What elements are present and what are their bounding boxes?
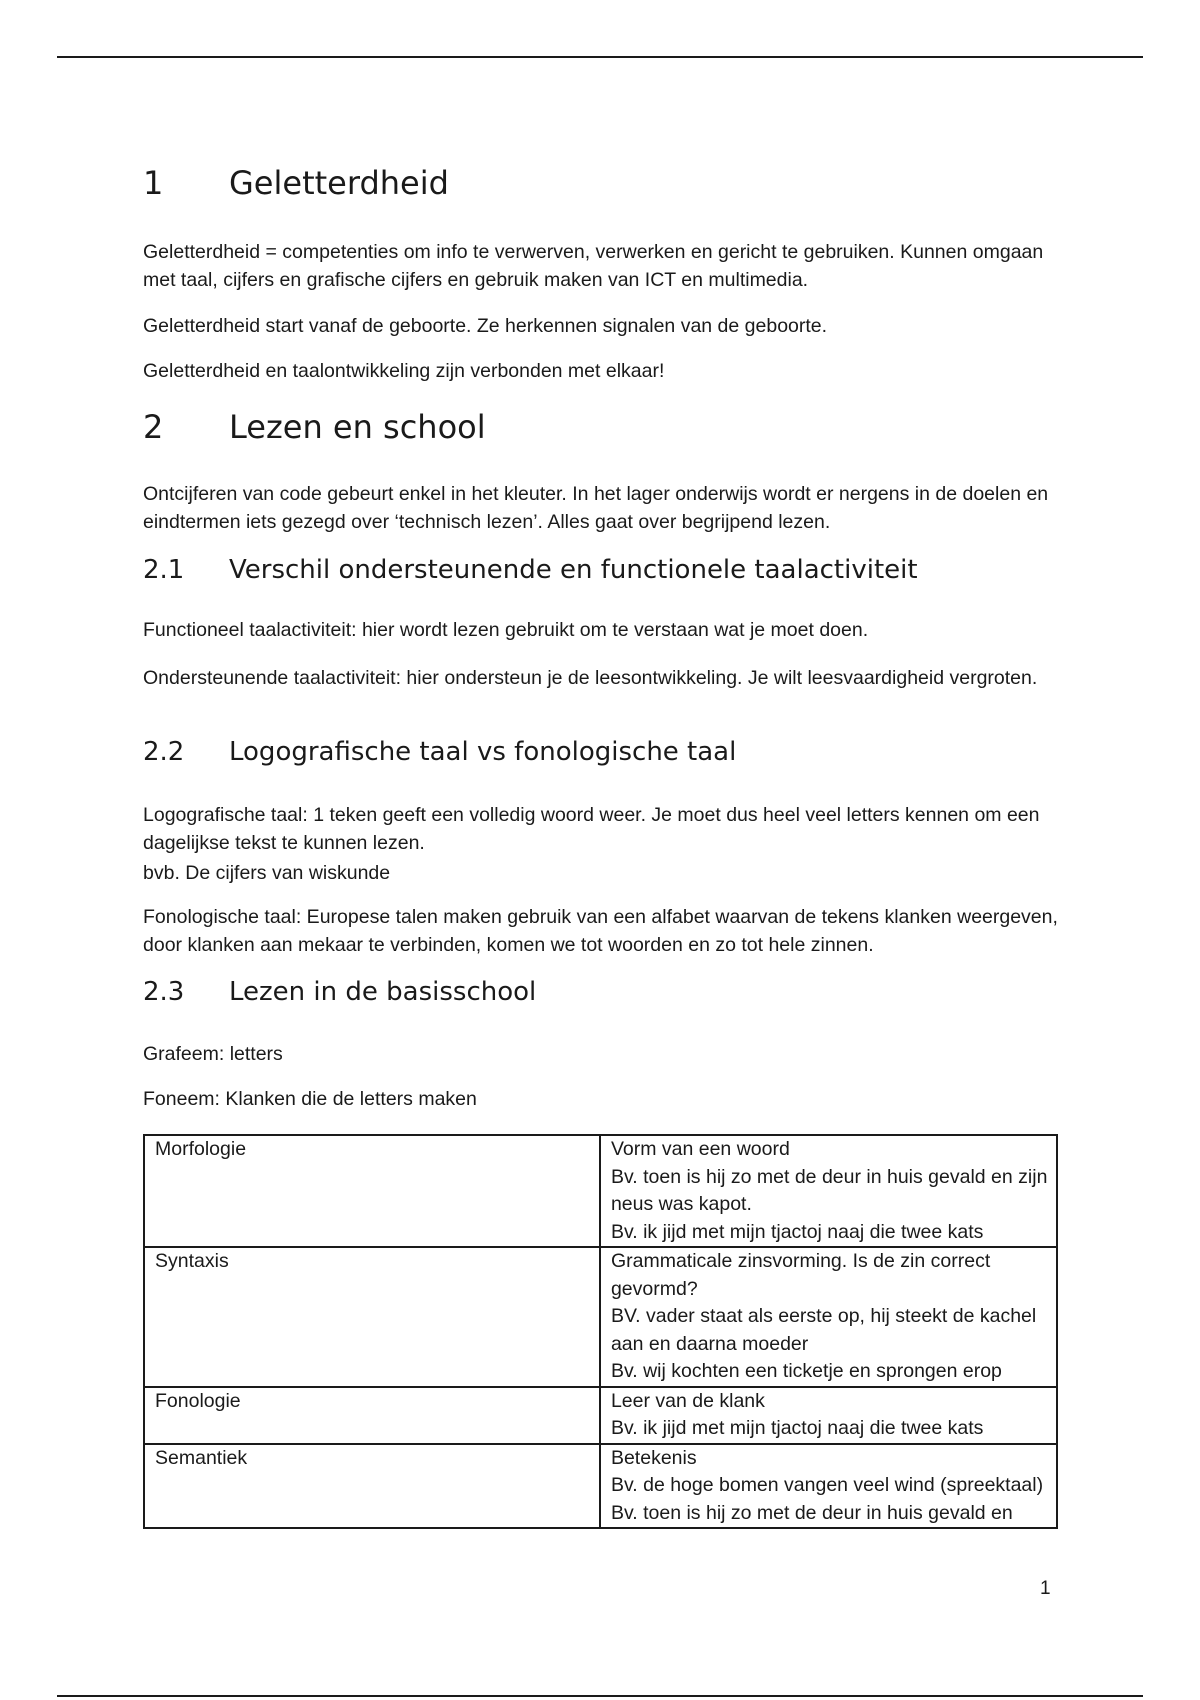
- paragraph: Functioneel taalactiviteit: hier wordt lezen gebruikt om te verstaan wat je moet doen.: [143, 619, 869, 641]
- table-row: [144, 1444, 1057, 1529]
- description-line: Bv. de hoge bomen vangen veel wind (spreektaal): [610, 1474, 1044, 1496]
- paragraph: Ondersteunende taalactiviteit: hier ondersteun je de leesontwikkeling. Je wilt leesvaardigheid vergroten.: [143, 667, 1038, 689]
- table-cell-description: [600, 1444, 1057, 1529]
- footer-rule: [57, 1695, 1143, 1697]
- paragraph: Geletterdheid en taalontwikkeling zijn verbonden met elkaar!: [143, 360, 665, 382]
- description-line: Bv. wij kochten een ticketje en sprongen erop: [610, 1360, 1002, 1382]
- paragraph: Ontcijferen van code gebeurt enkel in het kleuter. In het lager onderwijs wordt er nergens in de doelen en eindtermen iets gezegd over ‘technisch lezen’. Alles gaat over begrijpend lezen.: [143, 483, 1049, 533]
- paragraph: Foneem: Klanken die de letters maken: [143, 1088, 477, 1110]
- paragraph: Logografische taal: 1 teken geeft een volledig woord weer. Je moet dus heel veel letters kennen om een dagelijkse tekst te kunnen lezen.: [143, 804, 1040, 854]
- heading-number: 1: [143, 164, 164, 202]
- heading-title: Lezen in de basisschool: [229, 977, 537, 1007]
- description-line: Bv. ik jijd met mijn tjactoj naaj die twee kats: [610, 1220, 984, 1243]
- table-cell-term: Morfologie: [144, 1135, 600, 1247]
- heading-title: Verschil ondersteunende en functionele taalactiviteit: [229, 555, 918, 585]
- table-row: [144, 1135, 1057, 1247]
- heading-title: Logografische taal vs fonologische taal: [229, 737, 737, 767]
- paragraph: Grafeem: letters: [143, 1043, 283, 1065]
- heading-section-1: [143, 164, 449, 202]
- heading-number: 2: [143, 408, 164, 446]
- description-line: Bv. toen is hij zo met de deur in huis gevald en: [610, 1501, 1013, 1524]
- table-cell-description: [600, 1387, 1057, 1444]
- description-line: Betekenis: [610, 1446, 697, 1469]
- paragraph: Geletterdheid = competenties om info te verwerven, verwerken en gericht te gebruiken. Kunnen omgaan met taal, cijfers en grafische cijfers en gebruik maken van ICT en multimedia.: [143, 241, 1044, 291]
- table-row: [144, 1387, 1057, 1444]
- table-cell-description: [600, 1135, 1057, 1247]
- description-line: Bv. ik jijd met mijn tjactoj naaj die twee kats: [610, 1417, 984, 1439]
- table-cell-term: Fonologie: [144, 1387, 600, 1444]
- paragraph: Fonologische taal: Europese talen maken gebruik van een alfabet waarvan de tekens klanken weergeven, door klanken aan mekaar te verbinden, komen we tot woorden en zo tot hele zinnen.: [143, 906, 1058, 956]
- linguistics-table: [143, 1134, 1058, 1529]
- heading-section-2-2: [143, 737, 736, 767]
- table-row: [144, 1247, 1057, 1387]
- heading-title: Lezen en school: [229, 408, 486, 446]
- heading-section-2-1: [143, 555, 918, 585]
- table-cell-term: Semantiek: [144, 1444, 600, 1529]
- description-line: Grammaticale zinsvorming. Is de zin correct gevormd?: [610, 1250, 991, 1300]
- heading-section-2: [143, 408, 486, 446]
- paragraph: bvb. De cijfers van wiskunde: [143, 862, 391, 884]
- table-cell-description: [600, 1247, 1057, 1387]
- heading-section-2-3: [143, 977, 536, 1007]
- description-line: Vorm van een woord: [610, 1138, 790, 1160]
- heading-number: 2.2: [143, 737, 185, 767]
- page-number: 1: [1040, 1578, 1051, 1599]
- heading-number: 2.3: [143, 977, 185, 1007]
- header-rule: [57, 56, 1143, 58]
- description-line: Bv. toen is hij zo met de deur in huis gevald en zijn neus was kapot.: [610, 1165, 1048, 1215]
- table-cell-term: Syntaxis: [144, 1247, 600, 1387]
- paragraph: Geletterdheid start vanaf de geboorte. Ze herkennen signalen van de geboorte.: [143, 315, 828, 337]
- heading-title: Geletterdheid: [229, 164, 449, 202]
- heading-number: 2.1: [143, 555, 185, 585]
- description-line: BV. vader staat als eerste op, hij steekt de kachel aan en daarna moeder: [610, 1305, 1037, 1355]
- description-line: Leer van de klank: [610, 1389, 765, 1412]
